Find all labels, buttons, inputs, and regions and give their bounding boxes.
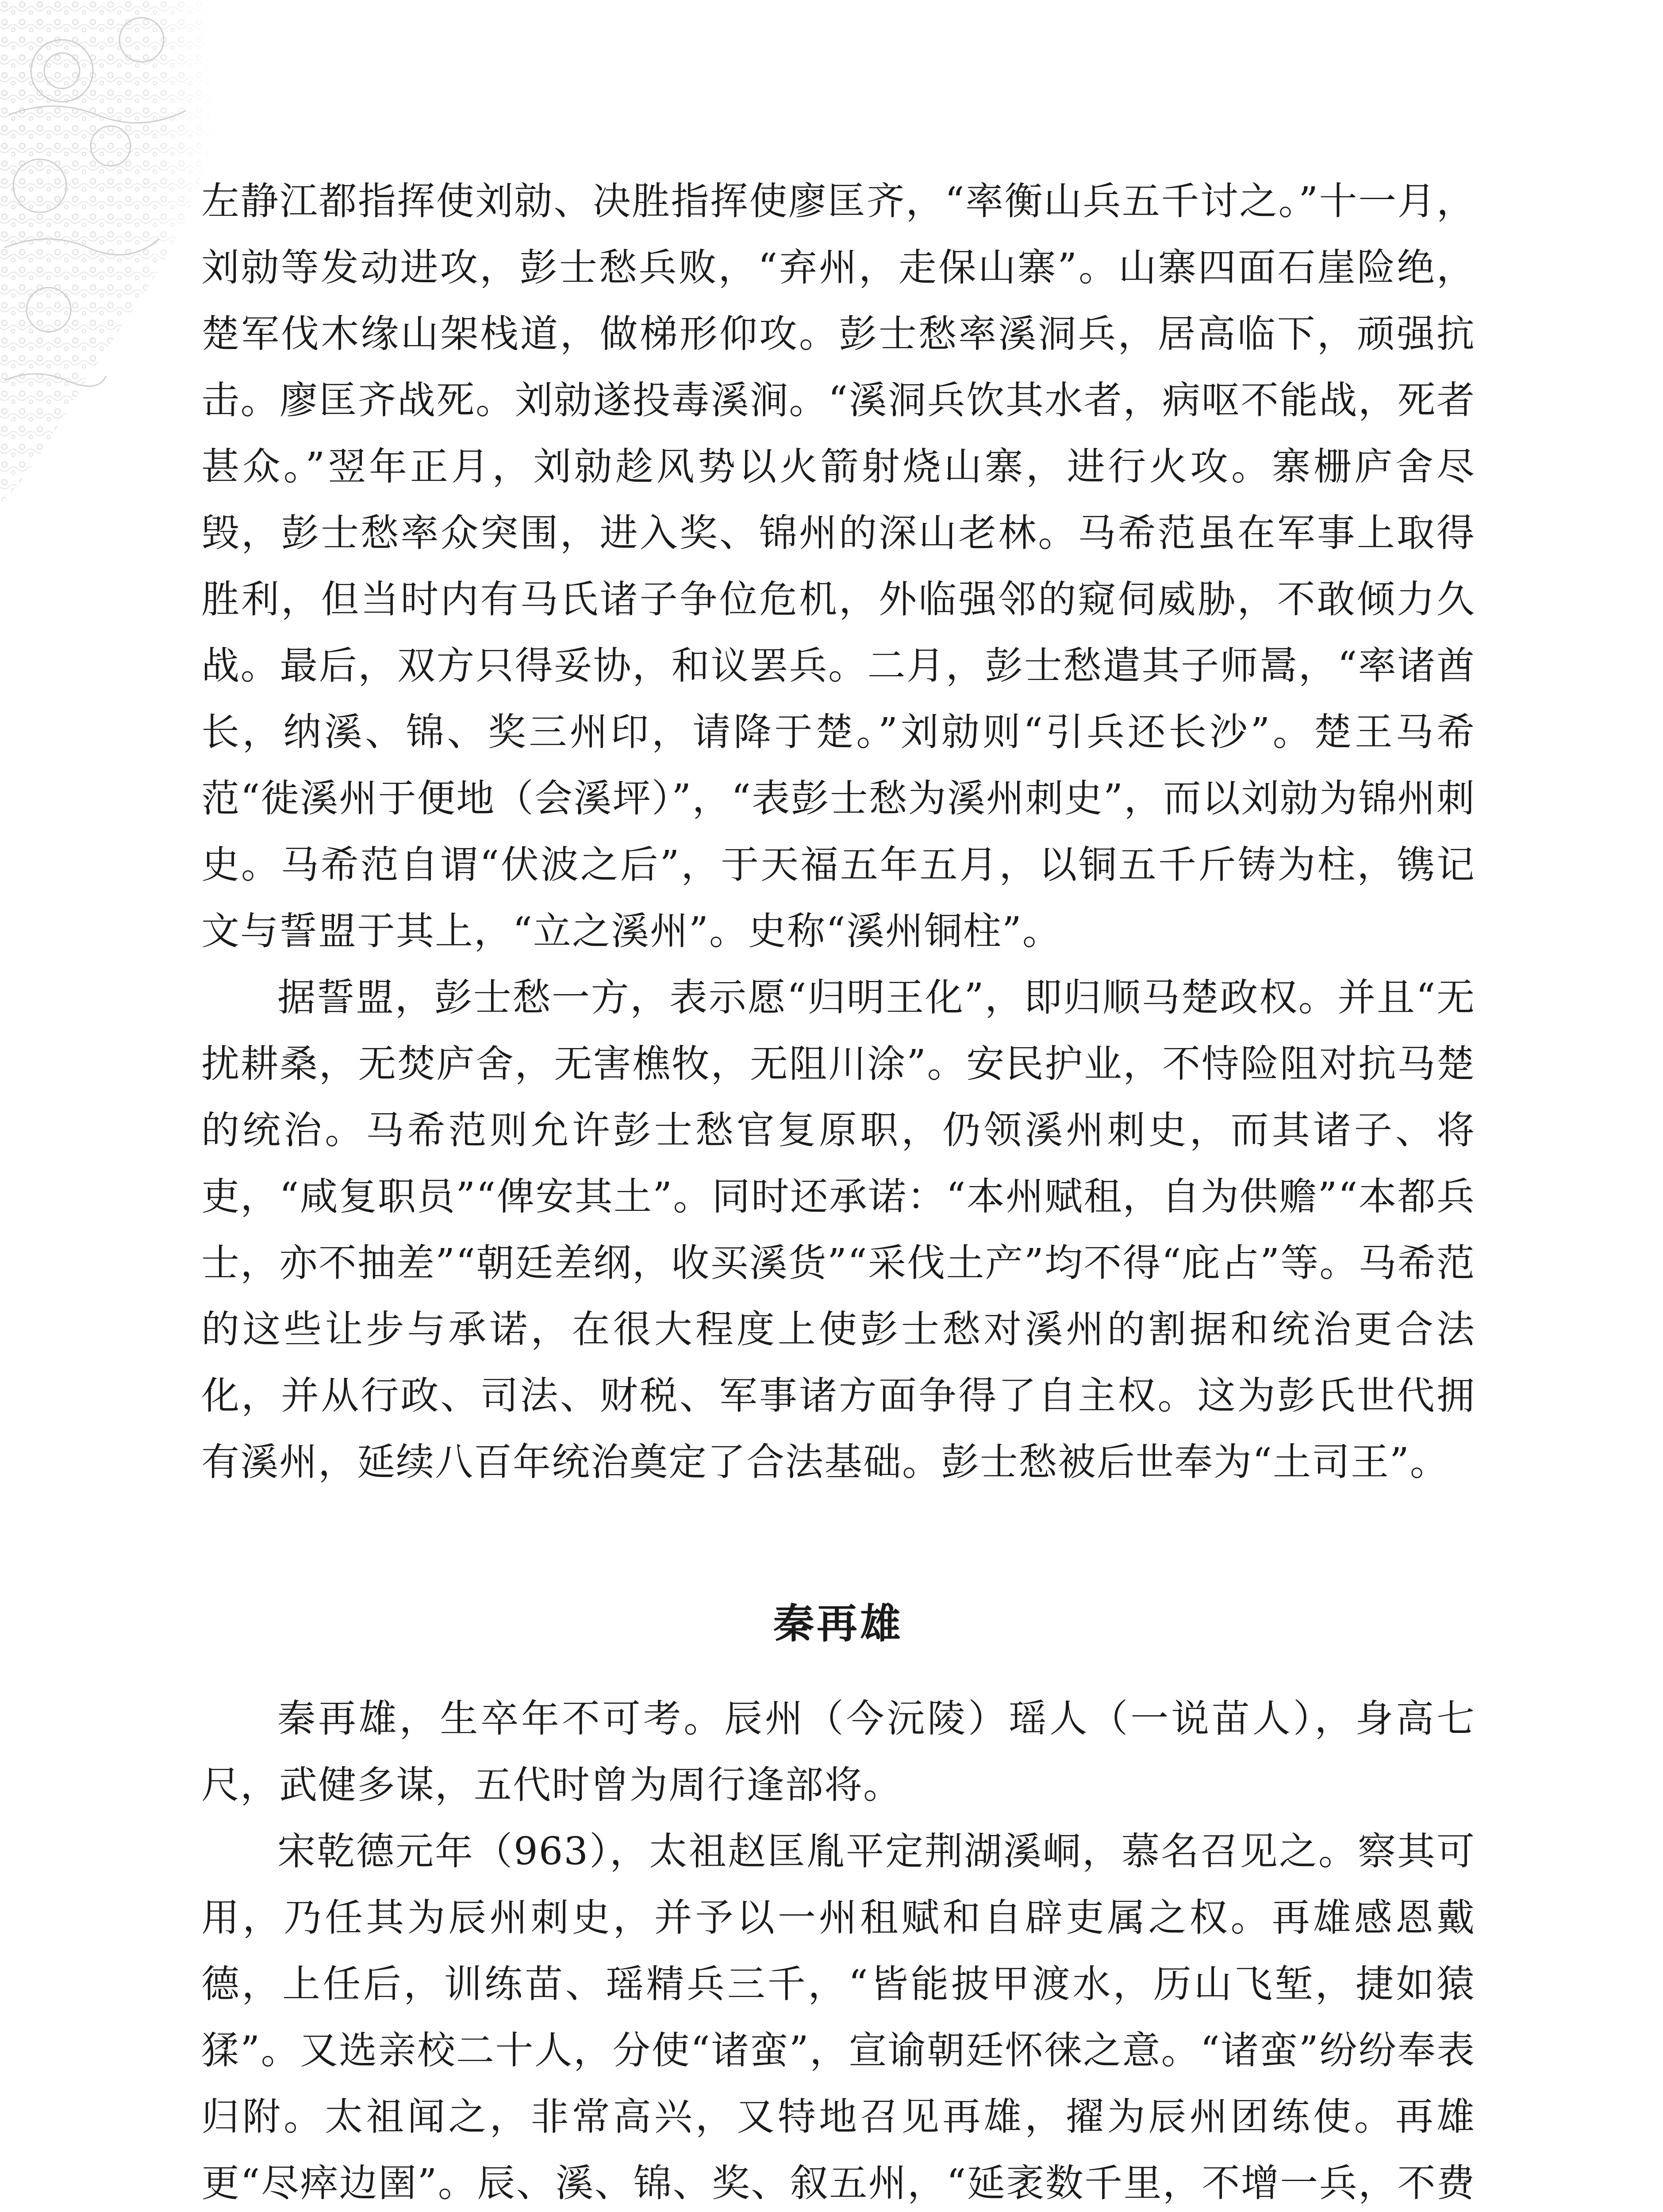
section-title: 秦再雄 [773,1600,903,1647]
page-content [201,168,1475,2212]
body-paragraph-2: 据誓盟，彭士愁一方，表示愿“归明王化”，即归顺马楚政权。并且“无扰耕桑，无焚庐舍，无害樵牧，无阻川涂”。安民护业，不恃险阻对抗马楚的统治。马希范则允许彭士愁官复原职，仍领溪州刺史，而其诸子、将吏，“咸复职员”“俾安其土”。同时还承诺：“本州赋租，自为供赡”“本都兵士，亦不抽差”“朝廷差纲，收买溪货”“采伐土产”均不得“庇占”等。马希范的这些让步与承诺，在很大程度上使彭士愁对溪州的割据和统治更合法化，并从行政、司法、财税、军事诸方面争得了自主权。这为彭氏世代拥有溪州，延续八百年统治奠定了合法基础。彭士愁被后世奉为“土司王”。 [201,975,1475,1484]
body-paragraph-4: 宋乾德元年（963），太祖赵匡胤平定荆湖溪峒，慕名召见之。察其可用，乃任其为辰州刺史，并予以一州租赋和自辟吏属之权。再雄感恩戴德，上任后，训练苗、瑶精兵三千，“皆能披甲渡水，历山飞堑，捷如猿猱”。又选亲校二十人，分使“诸蛮”，宣谕朝廷怀徕之意。“诸蛮”纷纷奉表归附。太祖闻之，非常高兴，又特地召见再雄，擢为辰州团练使。再雄更“尽瘁边圉”。辰、溪、锦、奖、叙五州，“延袤数千里，不增一兵，不费 [201,1829,1475,2205]
floral-ornament-icon [0,0,230,509]
body-paragraph-1: 左静江都指挥使刘勍、决胜指挥使廖匡齐，“率衡山兵五千讨之。”十一月，刘勍等发动进攻，彭士愁兵败，“弃州，走保山寨”。山寨四面石崖险绝，楚军伐木缘山架栈道，做梯形仰攻。彭士愁率溪洞兵，居高临下，顽强抗击。廖匡齐战死。刘勍遂投毒溪涧。“溪洞兵饮其水者，病呕不能战，死者甚众。”翌年正月，刘勍趁风势以火箭射烧山寨，进行火攻。寨栅庐舍尽毁，彭士愁率众突围，进入奖、锦州的深山老林。马希范虽在军事上取得胜利，但当时内有马氏诸子争位危机，外临强邻的窥伺威胁，不敢倾力久战。最后，双方只得妥协，和议罢兵。二月，彭士愁遣其子师暠，“率诸酋长，纳溪、锦、奖三州印，请降于楚。”刘勍则“引兵还长沙”。楚王马希范“徙溪州于便地（会溪坪）”，“表彭士愁为溪州刺史”，而以刘勍为锦州刺史。马希范自谓“伏波之后”，于天福五年五月，以铜五千斤铸为柱，镌记文与誓盟于其上，“立之溪州”。史称“溪州铜柱”。 [201,179,1475,953]
body-paragraph-3: 秦再雄，生卒年不可考。辰州（今沅陵）瑶人（一说苗人），身高七尺，武健多谋，五代时曾为周行逢部将。 [201,1697,1475,1807]
